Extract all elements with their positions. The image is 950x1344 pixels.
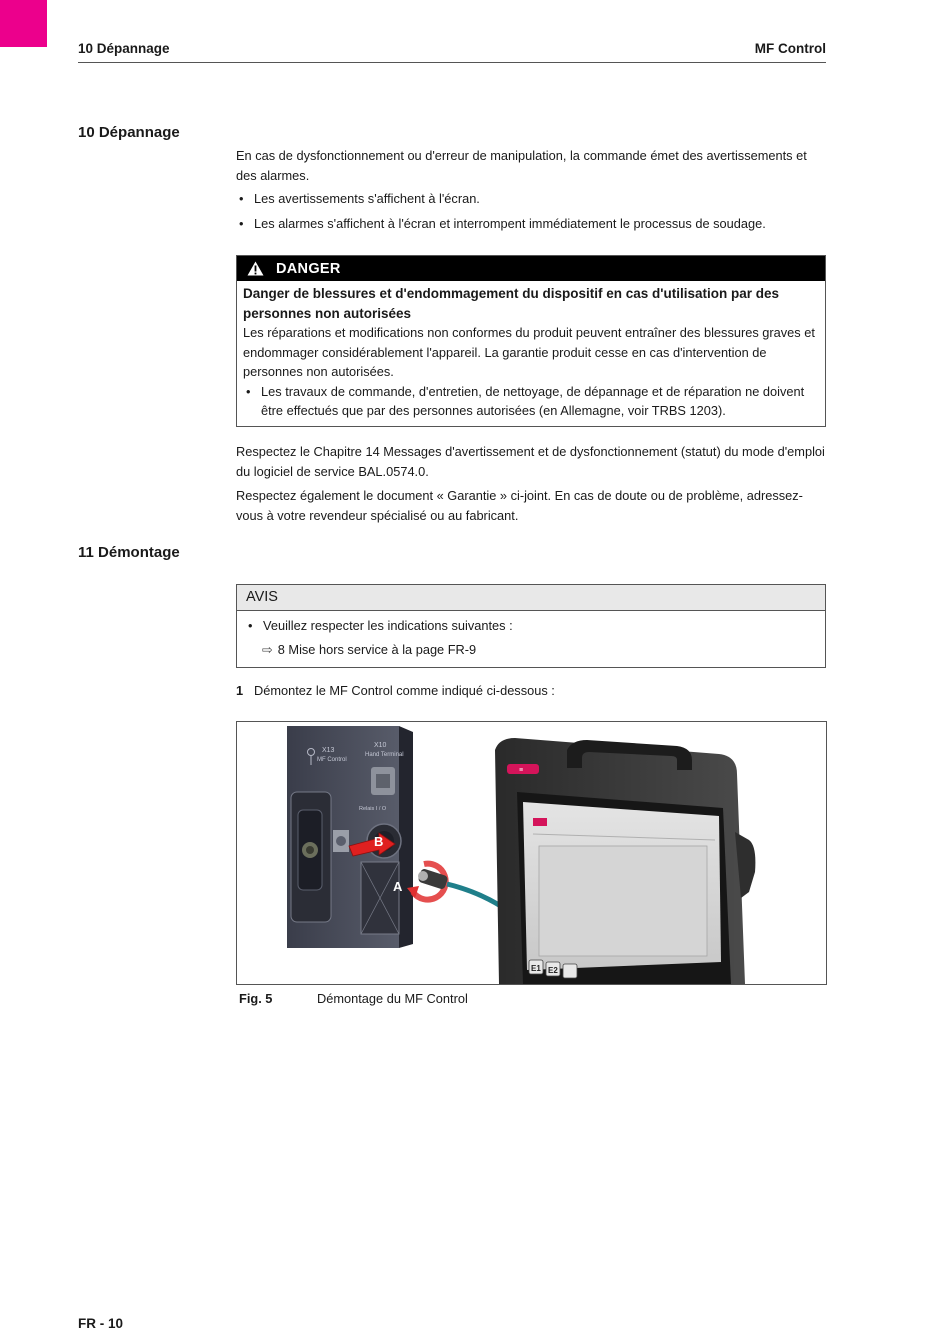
cross-reference-link[interactable]: 8 Mise hors service à la page FR-9: [277, 642, 477, 657]
port-x10-name: Hand Terminal: [365, 752, 404, 758]
key-e1-label: E1: [531, 964, 541, 973]
port-x13-label: X13: [322, 747, 335, 754]
warranty-paragraph: Respectez également le document « Garantie » ci-joint. En cas de doute ou de problème, adressez-vous à votre revendeur spécialisé ou au fabricant.: [236, 488, 803, 523]
figure-caption: [239, 989, 468, 1008]
danger-header: [237, 256, 825, 281]
figure-caption-text: Démontage du MF Control: [317, 991, 468, 1006]
callout-b: B: [374, 834, 384, 849]
notice-header: AVIS: [237, 585, 825, 611]
relay-label: Relais I / O: [359, 806, 387, 812]
cross-reference[interactable]: [245, 638, 817, 662]
screen-logo: [533, 818, 547, 826]
corner-color-mark: [0, 0, 47, 47]
step-1: [236, 681, 555, 701]
port-x10-label: X10: [374, 742, 387, 749]
step-text: Démontez le MF Control comme indiqué ci-dessous :: [254, 683, 555, 698]
list-item: • Les alarmes s'affichent à l'écran et interrompent immédiatement le processus de soudage.: [236, 214, 826, 234]
page-number: FR - 10: [78, 1316, 124, 1331]
danger-title: Danger de blessures et d'endommagement du dispositif en cas d'utilisation par des personnes non autorisées: [243, 286, 780, 321]
notice-list: [245, 614, 817, 638]
danger-notice: [236, 255, 826, 427]
danger-list: [243, 382, 819, 421]
cable-connector: [418, 868, 507, 910]
dismantling-illustration: [237, 722, 826, 984]
list-item: • Les avertissements s'affichent à l'écran.: [236, 189, 826, 209]
list-item: • Les travaux de commande, d'entretien, de nettoyage, de dépannage et de réparation ne doivent être effectués que par des personnes autorisées (en Allemagne, voir TRBS 1203).: [243, 382, 819, 421]
intro-paragraph: En cas de dysfonctionnement ou d'erreur de manipulation, la commande émet des avertissements et des alarmes.: [236, 148, 807, 183]
hand-terminal: [495, 738, 755, 984]
warning-triangle-icon: [247, 261, 264, 276]
key-e2-label: E2: [548, 966, 558, 975]
step-number: 1: [236, 683, 244, 698]
notice-box: [236, 584, 826, 668]
running-header: [78, 41, 826, 63]
section-10-title: 10 Dépannage: [78, 124, 180, 141]
port-x13-name: MF Control: [317, 757, 347, 763]
control-panel: [287, 726, 413, 948]
arrow-right-icon: ⇨: [262, 642, 273, 657]
danger-body: [237, 281, 825, 426]
header-product: MF Control: [754, 41, 826, 56]
list-item: • Veuillez respecter les indications suivantes :: [245, 614, 817, 638]
alerts-list: [236, 189, 826, 233]
chapter-reference-paragraph: Respectez le Chapitre 14 Messages d'avertissement et de dysfonctionnement (statut) du mode d'emploi du logiciel de service BAL.0574.0.: [236, 444, 825, 479]
section-10-notes: [236, 442, 826, 525]
header-chapter: 10 Dépannage: [78, 41, 170, 56]
callout-a: A: [393, 879, 403, 894]
danger-text: Les réparations et modifications non conformes du produit peuvent entraîner des blessures graves et endommager considérablement l'appareil. La garantie produit cesse en cas d'intervention de personnes non autorisées.: [243, 325, 815, 379]
figure-dismantling: [236, 721, 827, 985]
danger-label: DANGER: [276, 260, 341, 277]
section-10-intro-block: [236, 146, 826, 233]
brand-logo: ≡: [519, 767, 524, 774]
figure-number: Fig. 5: [239, 991, 273, 1006]
notice-body: [237, 611, 825, 667]
section-11-title: 11 Démontage: [78, 544, 180, 561]
